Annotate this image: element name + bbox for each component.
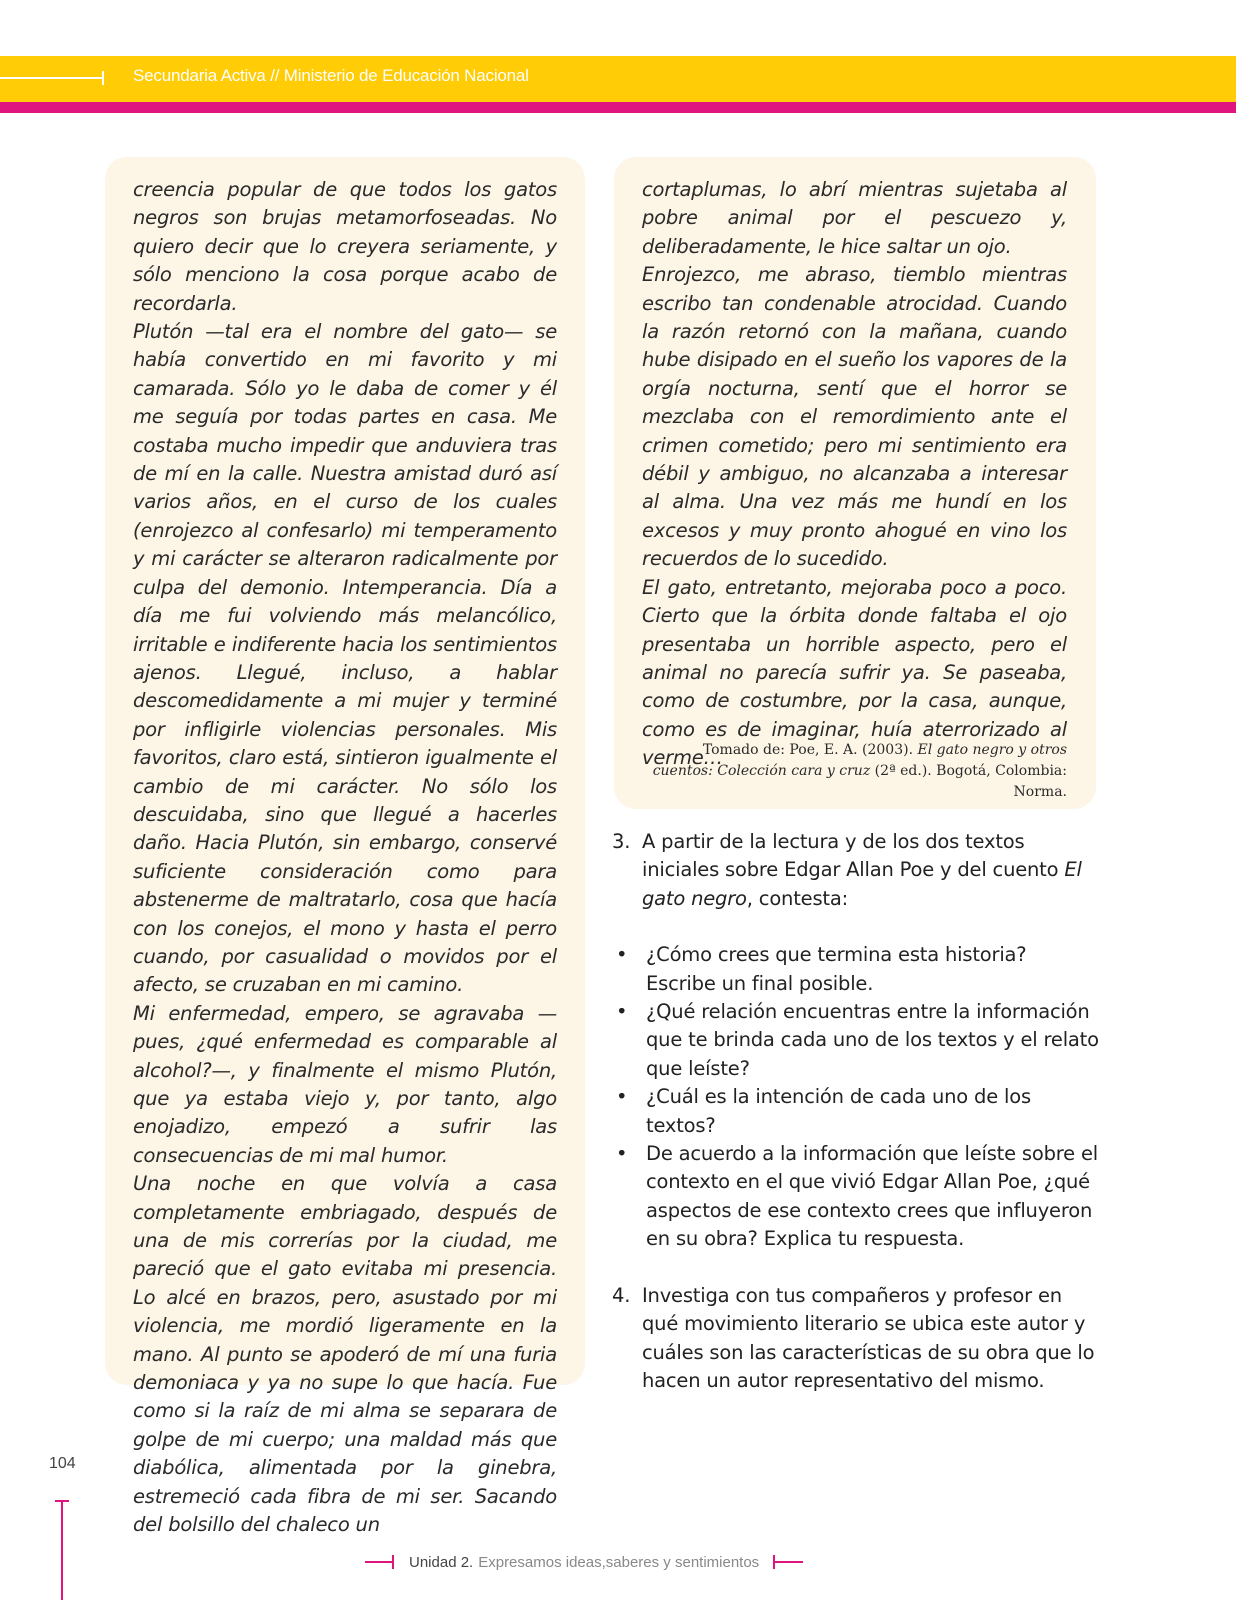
bullet-dot-icon: •: [616, 1000, 628, 1024]
question-number: 3.: [612, 830, 631, 853]
story-paragraph: Mi enfermedad, empero, se agravaba —pues, ¿qué enfermedad es comparable al alcohol?—, y finalmente el mismo Plutón, que ya estaba viejo y, por tanto, algo enojadizo, empezó a sufrir las consecuencias de mi mal humor.: [133, 1001, 557, 1167]
page-number: 104: [49, 1455, 76, 1472]
bullet-text: De acuerdo a la información que leíste sobre el contexto en el que vivió Edgar Allan Poe, ¿qué aspectos de ese contexto crees que influyeron en su obra? Explica tu respuesta.: [646, 1142, 1098, 1251]
story-paragraph: creencia popular de que todos los gatos negros son brujas metamorfoseadas. No quiero decir que lo creyera seriamente, y sólo menciono la cosa porque acabo de recordarla.: [133, 178, 557, 315]
story-paragraph: Plutón —tal era el nombre del gato— se había convertido en mi favorito y mi camarada. Sólo yo le daba de comer y él me seguía por todas partes en casa. Me costaba mucho impedir que anduviera tras de mí en la calle. Nuestra amistad duró así varios años, en el curso de los cuales (enrojezco al confesarlo) mi temperamento y mi carácter se alteraron radicalmente por culpa del demonio. Intemperancia. Día a día me fui volviendo más melancólico, irritable e indiferente hacia los sentimientos ajenos. Llegué, incluso, a hablar descomedidamente a mi mujer y terminé por infligirle violencias personales. Mis favoritos, claro está, sintieron igualmente el cambio de mi carácter. No sólo los descuidaba, sino que llegué a hacerles daño. Hacia Plutón, sin embargo, conservé suficiente consideración como para abstenerme de maltratarlo, cosa que hacía con los conejos, el mono y hasta el perro cuando, por casualidad o movidos por el afecto, se cruzaban en mi camino.: [133, 320, 557, 997]
question-text-part: A partir de la lectura y de los dos textos iniciales sobre Edgar Allan Poe y del cuento: [642, 830, 1065, 882]
citation-suffix: (2ª ed.). Bogotá, Colombia: Norma.: [870, 763, 1067, 800]
question-3: [612, 828, 1100, 913]
bullet-dot-icon: •: [616, 1142, 628, 1166]
story-text-left: [133, 176, 557, 1540]
bullet-item: [612, 998, 1100, 1083]
bullet-text: ¿Qué relación encuentras entre la información que te brinda cada uno de los textos y el relato que leíste?: [646, 1000, 1099, 1080]
story-paragraph: Enrojezco, me abraso, tiemblo mientras escribo tan condenable atrocidad. Cuando la razón retornó con la mañana, cuando hube disipado en el sueño los vapores de la orgía nocturna, sentí que el horror se mezclaba con el remordimiento ante el crimen cometido; pero mi sentimiento era débil y ambiguo, no alcanzaba a interesar al alma. Una vez más me hundí en los excesos y muy pronto ahogué en vino los recuerdos de lo sucedido.: [642, 263, 1067, 571]
question-text-part: , contesta:: [746, 886, 848, 910]
footer-unit: Unidad 2.: [409, 1553, 474, 1571]
question-3-bullets: [612, 941, 1100, 1253]
story-paragraph: cortaplumas, lo abrí mientras sujetaba al pobre animal por el pescuezo y, deliberadamente, le hice saltar un ojo.: [642, 178, 1067, 258]
story-text-right: [642, 176, 1067, 773]
story-title-reference: El gato negro: [642, 858, 1082, 910]
bullet-text: ¿Cómo crees que termina esta historia? Escribe un final posible.: [646, 943, 1027, 995]
citation-prefix: Tomado de: Poe, E. A. (2003).: [702, 742, 918, 758]
footer-left-mark: [365, 1555, 395, 1569]
page-margin-rule: [61, 1500, 63, 1600]
header-accent-stripe: [0, 102, 1236, 113]
source-citation: [642, 740, 1067, 803]
bullet-dot-icon: •: [616, 943, 628, 967]
bullet-dot-icon: •: [616, 1085, 628, 1109]
header-title: Secundaria Activa // Ministerio de Educación Nacional: [133, 66, 529, 85]
bullet-item: [612, 1140, 1100, 1254]
footer: [365, 1551, 803, 1573]
bullet-item: [612, 1083, 1100, 1140]
story-paragraph: Una noche en que volvía a casa completamente embriagado, después de una de mis correrías por la ciudad, me pareció que el gato evitaba mi presencia. Lo alcé en brazos, pero, asustado por mi violencia, me mordió ligeramente en la mano. Al punto se apoderó de mí una furia demoniaca y ya no supe lo que hacía. Fue como si la raíz de mi alma se separara de golpe de mi cuerpo; una maldad más que diabólica, alimentada por la ginebra, estremeció cada fibra de mi ser. Sacando del bolsillo del chaleco un: [133, 1172, 557, 1537]
question-number: 4.: [612, 1283, 631, 1307]
question-text: [642, 828, 1100, 913]
bullet-text: ¿Cuál es la intención de cada uno de los textos?: [646, 1085, 1031, 1137]
footer-topic: Expresamos ideas,saberes y sentimientos: [478, 1553, 760, 1571]
header-rule-line: [0, 77, 104, 79]
citation-title: El gato negro y otros cuentos: Colección cara y cruz: [652, 742, 1067, 779]
header-rule-tick: [102, 71, 104, 85]
activity-questions: [612, 828, 1100, 1395]
bullet-item: [612, 941, 1100, 998]
footer-right-mark: [773, 1555, 803, 1569]
question-4: [612, 1282, 1100, 1396]
story-paragraph: El gato, entretanto, mejoraba poco a poco. Cierto que la órbita donde faltaba el ojo presentaba un horrible aspecto, pero el animal no parecía sufrir ya. Se paseaba, como de costumbre, por la casa, aunque, como es de imaginar, huía aterrorizado al verme…: [642, 575, 1067, 770]
question-text: Investiga con tus compañeros y profesor en qué movimiento literario se ubica este autor y cuáles son las características de su obra que lo hacen un autor representativo del mismo.: [642, 1283, 1095, 1392]
